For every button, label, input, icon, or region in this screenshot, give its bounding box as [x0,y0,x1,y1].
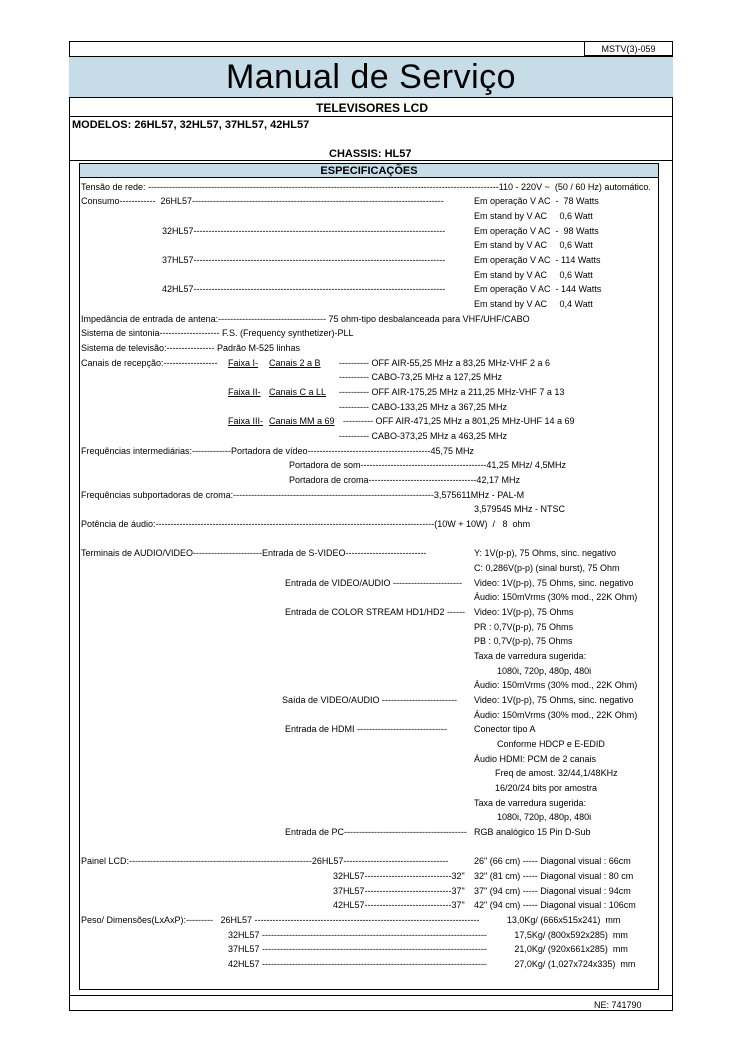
spec-line: Taxa de varredura sugerida: [474,798,587,808]
divider [69,160,673,161]
spec-line: Impedância de entrada de antena:------------------------------------ 75 ohm-tipo desbalanceada para VHF/UHF/CABO [81,314,530,324]
spec-line: PB : 0,7V(p-p), 75 Ohms [474,636,573,646]
spec-line: Em stand by V AC 0,6 Watt [474,240,593,250]
spec-line: Faixa III- [228,416,264,426]
divider [69,995,673,996]
spec-line: Faixa I- [228,358,259,368]
spec-line: 37HL57-----------------------------37" [333,886,465,896]
spec-line: Sistema de sintonia-------------------- F.S. (Frequency synthetizer)-PLL [81,328,354,338]
spec-line: Em operação V AC - 144 Watts [474,284,602,294]
spec-line: Em stand by V AC 0,6 Watt [474,270,593,280]
subtitle: TELEVISORES LCD [315,101,428,115]
spec-line: Em operação V AC - 98 Watts [474,226,599,236]
spec-line: ---------- OFF AIR-471,25 MHz a 801,25 MHz-UHF 14 a 69 [343,416,575,426]
spec-line: Canais C a LL [269,387,327,397]
spec-line: Portadora de croma------------------------------------42,17 MHz [289,475,520,485]
spec-line: 37HL57 --------------------------------------------------------------------------- 21,0Kg/ (920x661x285) mm [228,944,628,954]
spec-line: Terminais de AUDIO/VIDEO-----------------------Entrada de S-VIDEO--------------------------- [81,548,427,558]
spec-line: Potência de áudio:---------------------------------------------------------------------------------------------(10W + 10W) / 8 ohm [81,519,531,529]
spec-line: Freq de amost. 32/44,1/48KHz [495,768,618,778]
spec-line: Áudio HDMI: PCM de 2 canais [474,754,597,764]
spec-line: Conector tipo A [474,724,536,734]
spec-line: Video: 1V(p-p), 75 Ohms, sinc. negativo [474,695,634,705]
spec-line: 1080i, 720p, 480p, 480i [497,812,592,822]
spec-line: C: 0,286V(p-p) (sinal burst), 75 Ohm [474,563,620,573]
spec-line: 32" (81 cm) ----- Diagonal visual : 80 cm [474,871,634,881]
chassis-line: CHASSIS: HL57 [329,148,412,160]
spec-line: Entrada de COLOR STREAM HD1/HD2 ------ [285,607,466,617]
spec-line: 3,579545 MHz - NTSC [474,504,566,514]
spec-line: Peso/ Dimensões(LxAxP):--------- 26HL57 --------------------------------------------------------------------------- 13,0Kg/ (666x515x241) mm [81,915,621,925]
spec-line: PR : 0,7V(p-p), 75 Ohms [474,622,574,632]
spec-line: Em stand by V AC 0,6 Watt [474,211,593,221]
spec-line: 32HL57-----------------------------32" [333,871,465,881]
spec-line: Áudio: 150mVrms (30% mod., 22K Ohm) [474,710,638,720]
spec-line: Y: 1V(p-p), 75 Ohms, sinc. negativo [474,548,617,558]
divider [69,116,673,117]
spec-line: Áudio: 150mVrms (30% mod., 22K Ohm) [474,680,638,690]
spec-line: ---------- OFF AIR-55,25 MHz a 83,25 MHz-VHF 2 a 6 [339,358,551,368]
spec-line: 32HL57 --------------------------------------------------------------------------- 17,5Kg/ (800x592x285) mm [228,930,628,940]
spec-line: 26" (66 cm) ----- Diagonal visual : 66cm [474,856,631,866]
spec-line: 42HL57-----------------------------37" [333,900,465,910]
spec-line: 16/20/24 bits por amostra [495,783,598,793]
page-title: Manual de Serviço [225,58,517,96]
spec-line: Taxa de varredura sugerida: [474,651,587,661]
spec-line: ---------- CABO-133,25 MHz a 367,25 MHz [339,402,508,412]
spec-line: Painel LCD:-------------------------------------------------------------26HL57----------------------------------- [81,856,449,866]
spec-line: Conforme HDCP e E-EDID [497,739,605,749]
spec-line: 37HL57------------------------------------------------------------------------------------ [162,255,446,265]
spec-line: Faixa II- [228,387,261,397]
spec-line: Entrada de HDMI ------------------------------ [285,724,447,734]
spec-line: 42HL57------------------------------------------------------------------------------------ [162,284,446,294]
spec-line: Frequências intermediárias:-------------Portadora de vídeo-----------------------------------------45,75 MHz [81,446,474,456]
spec-line: Canais 2 a B [269,358,321,368]
section-heading: ESPECIFICAÇÕES [79,163,659,178]
spec-line: 42" (94 cm) ----- Diagonal visual : 106cm [474,900,636,910]
spec-line: Saída de VIDEO/AUDIO ------------------------- [282,695,457,705]
spec-line: Entrada de PC----------------------------------------- [285,827,467,837]
ne-number: NE: 741790 [594,1000,642,1010]
spec-line: 32HL57------------------------------------------------------------------------------------ [162,226,446,236]
title-band [69,56,673,98]
spec-line: Frequências subportadoras de croma:-------------------------------------------------------------------3,575611MHz - PAL-M [81,490,525,500]
spec-line: Portadora de som------------------------------------------41,25 MHz/ 4,5MHz [289,460,566,470]
spec-line: 42HL57 --------------------------------------------------------------------------- 27,0Kg/ (1,027x724x335) mm [228,959,636,969]
spec-line: 1080i, 720p, 480p, 480i [497,666,592,676]
spec-line: Canais de recepção:------------------ [81,358,218,368]
spec-line: Em operação V AC - 78 Watts [474,196,599,206]
spec-line: RGB analógico 15 Pin D-Sub [474,827,591,837]
spec-line: 37" (94 cm) ----- Diagonal visual : 94cm [474,886,631,896]
spec-line: Sistema de televisão:---------------- Padrão M-525 linhas [81,343,301,353]
spec-line: Consumo------------ 26HL57------------------------------------------------------------------------------------ [81,196,444,206]
spec-line: ---------- CABO-373,25 MHz a 463,25 MHz [339,431,508,441]
spec-line: Video: 1V(p-p), 75 Ohms, sinc. negativo [474,578,634,588]
document-code: MSTV(3)-059 [584,41,673,56]
spec-line: Entrada de VIDEO/AUDIO ----------------------- [285,578,462,588]
spec-line: Em operação V AC - 114 Watts [474,255,601,265]
spec-line: Video: 1V(p-p), 75 Ohms [474,607,574,617]
models-line: MODELOS: 26HL57, 32HL57, 37HL57, 42HL57 [72,119,310,131]
spec-line: Tensão de rede: ---------------------------------------------------------------------------------------------------------------------110 - 220V ~ (50 / 60 Hz) automático. [81,182,651,192]
spec-line: ---------- OFF AIR-175,25 MHz a 211,25 MHz-VHF 7 a 13 [339,387,565,397]
spec-line: Áudio: 150mVrms (30% mod., 22K Ohm) [474,592,638,602]
spec-line: Em stand by V AC 0,4 Watt [474,299,593,309]
spec-line: ---------- CABO-73,25 MHz a 127,25 MHz [339,372,503,382]
spec-line: Canais MM a 69 [269,416,335,426]
